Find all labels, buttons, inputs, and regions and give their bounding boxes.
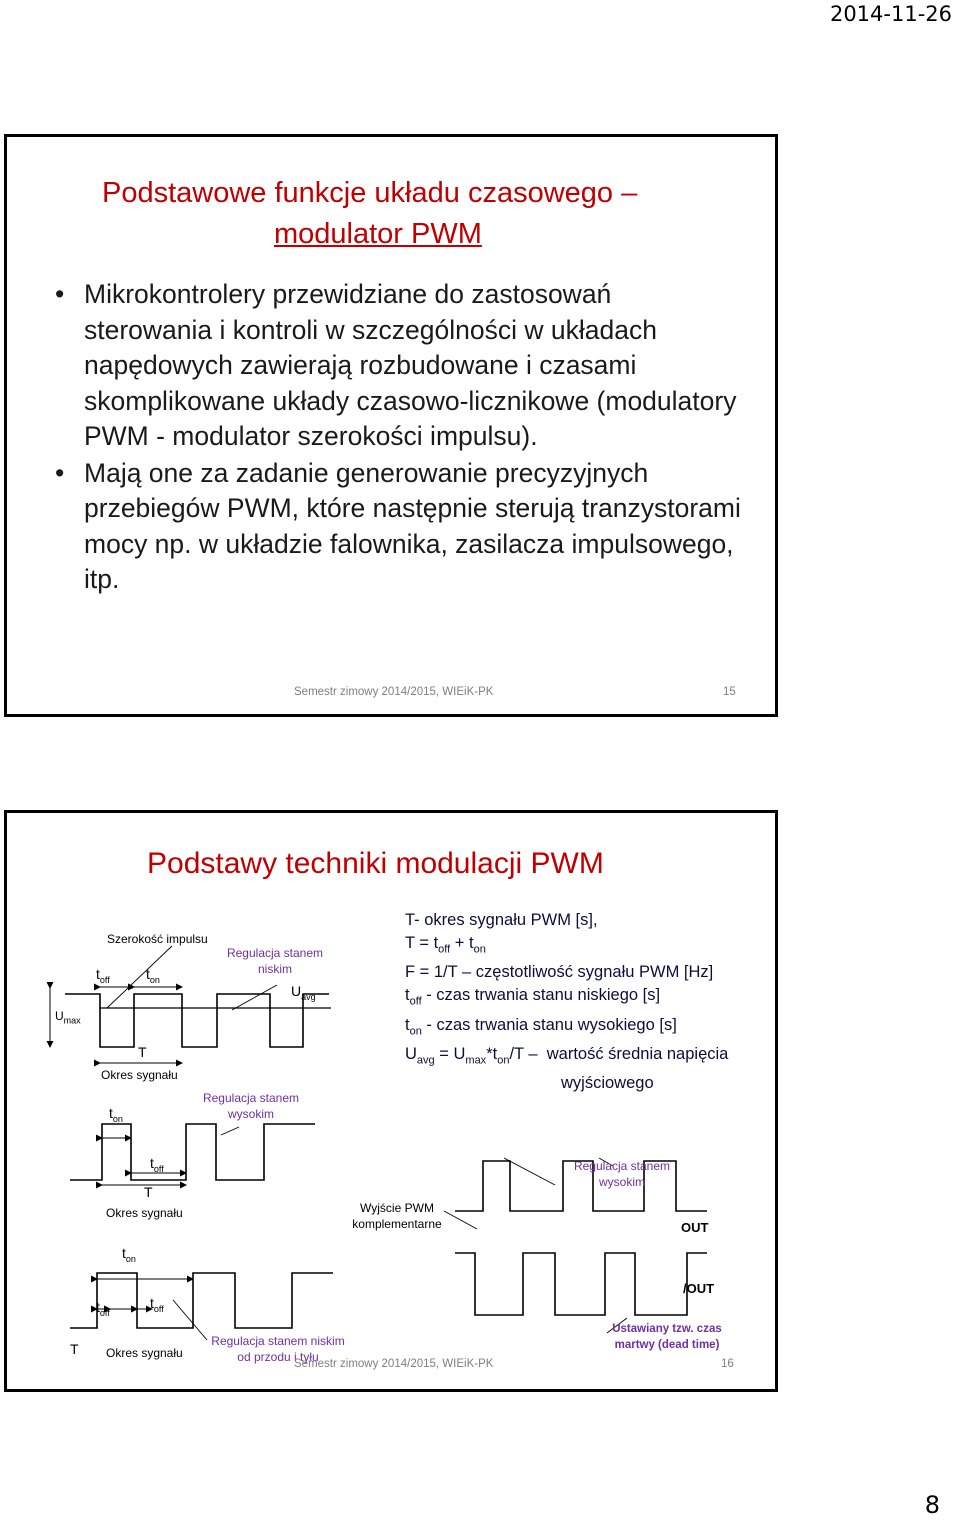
period-label: T	[144, 1184, 153, 1200]
slide-footer: Semestr zimowy 2014/2015, WIEiK-PK	[294, 1358, 494, 1370]
toff-label: $t_{off}$	[150, 1295, 164, 1314]
bullet-item: • Mikrokontrolery przewidziane do zastosowań sterowania i kontroli w szczególności w układach napędowych zawierają rozbudowane i czasami skomplikowane układy czasowo-licznikowe (modulatory PWM - modulator szerokości impulsu).	[55, 277, 745, 455]
okres-label: Okres sygnału	[106, 1346, 183, 1360]
def-line: $U_{avg} = U_{max}*t_{on}/T$ – wartość średnia napięcia	[405, 1044, 729, 1067]
toff-label: $t_{off}$	[96, 1299, 110, 1318]
period-label: T	[70, 1341, 79, 1357]
period-label: T	[138, 1044, 147, 1060]
bullet-item: • Mają one za zadanie generowanie precyzyjnych przebiegów PWM, które następnie sterują tranzystorami mocy np. w układzie falownika, zasilacza impulsowego, itp.	[55, 456, 745, 598]
pwm-waveform-1	[65, 994, 329, 1047]
pwm-diagrams	[7, 813, 775, 1389]
slide-title	[102, 173, 702, 255]
uavg-label: $U_{avg}$	[291, 983, 316, 1002]
def-line: $t_{on}$ - czas trwania stanu wysokiego [s]	[405, 1015, 677, 1037]
def-line: $t_{off}$ - czas trwania stanu niskiego [s]	[405, 986, 661, 1008]
header-date: 2014-11-26	[829, 2, 952, 26]
ton-label: $t_{on}$	[146, 966, 160, 985]
title-line-1: Podstawowe funkcje układu czasowego –	[102, 177, 638, 209]
szerokosc-label: Szerokość impulsu	[107, 932, 208, 946]
slide-15	[4, 134, 778, 717]
toff-label: $t_{off}$	[150, 1155, 164, 1174]
dead-time-label: Ustawiany tzw. czas martwy (dead time)	[612, 1323, 722, 1351]
slide-16	[4, 810, 778, 1392]
reg-wysokim-label: Regulacja stanem wysokim	[202, 1091, 300, 1121]
reg-wysokim2-label: Regulacja stanem wysokim	[573, 1159, 671, 1189]
nout-label: /OUT	[683, 1281, 715, 1296]
page-number: 8	[924, 1491, 940, 1519]
pwm-definitions	[405, 909, 728, 1095]
def-line: T- okres sygnału PWM [s],	[405, 911, 598, 929]
okres-label: Okres sygnału	[101, 1068, 178, 1082]
slide-title: Podstawy techniki modulacji PWM	[147, 847, 604, 880]
wyjscie-label: Wyjście PWM komplementarne	[352, 1201, 442, 1231]
slide-number: 16	[721, 1358, 734, 1370]
okres-label: Okres sygnału	[106, 1206, 183, 1220]
reg-obu-label: Regulacja stanem niskim od przodu i tyłu	[211, 1334, 345, 1364]
slide-footer: Semestr zimowy 2014/2015, WIEiK-PK	[294, 686, 494, 698]
reg-niskim-label: Regulacja stanem niskim	[226, 946, 324, 976]
def-line: $T = t_{off} + t_{on}$	[405, 934, 486, 956]
umax-label: $U_{max}$	[55, 1009, 81, 1026]
bullet-list	[55, 277, 745, 599]
ton-label: $t_{on}$	[109, 1105, 123, 1124]
toff-label: $t_{off}$	[96, 966, 110, 985]
nout-waveform	[455, 1253, 707, 1315]
pwm-waveform-2	[70, 1124, 315, 1180]
ton-label: $t_{on}$	[122, 1245, 136, 1264]
slide-number: 15	[723, 686, 736, 698]
title-line-2: modulator PWM	[274, 218, 482, 250]
def-line: F = 1/T – częstotliwość sygnału PWM [Hz]	[405, 963, 714, 982]
def-line: wyjściowego	[561, 1074, 654, 1093]
out-label: OUT	[681, 1220, 709, 1235]
